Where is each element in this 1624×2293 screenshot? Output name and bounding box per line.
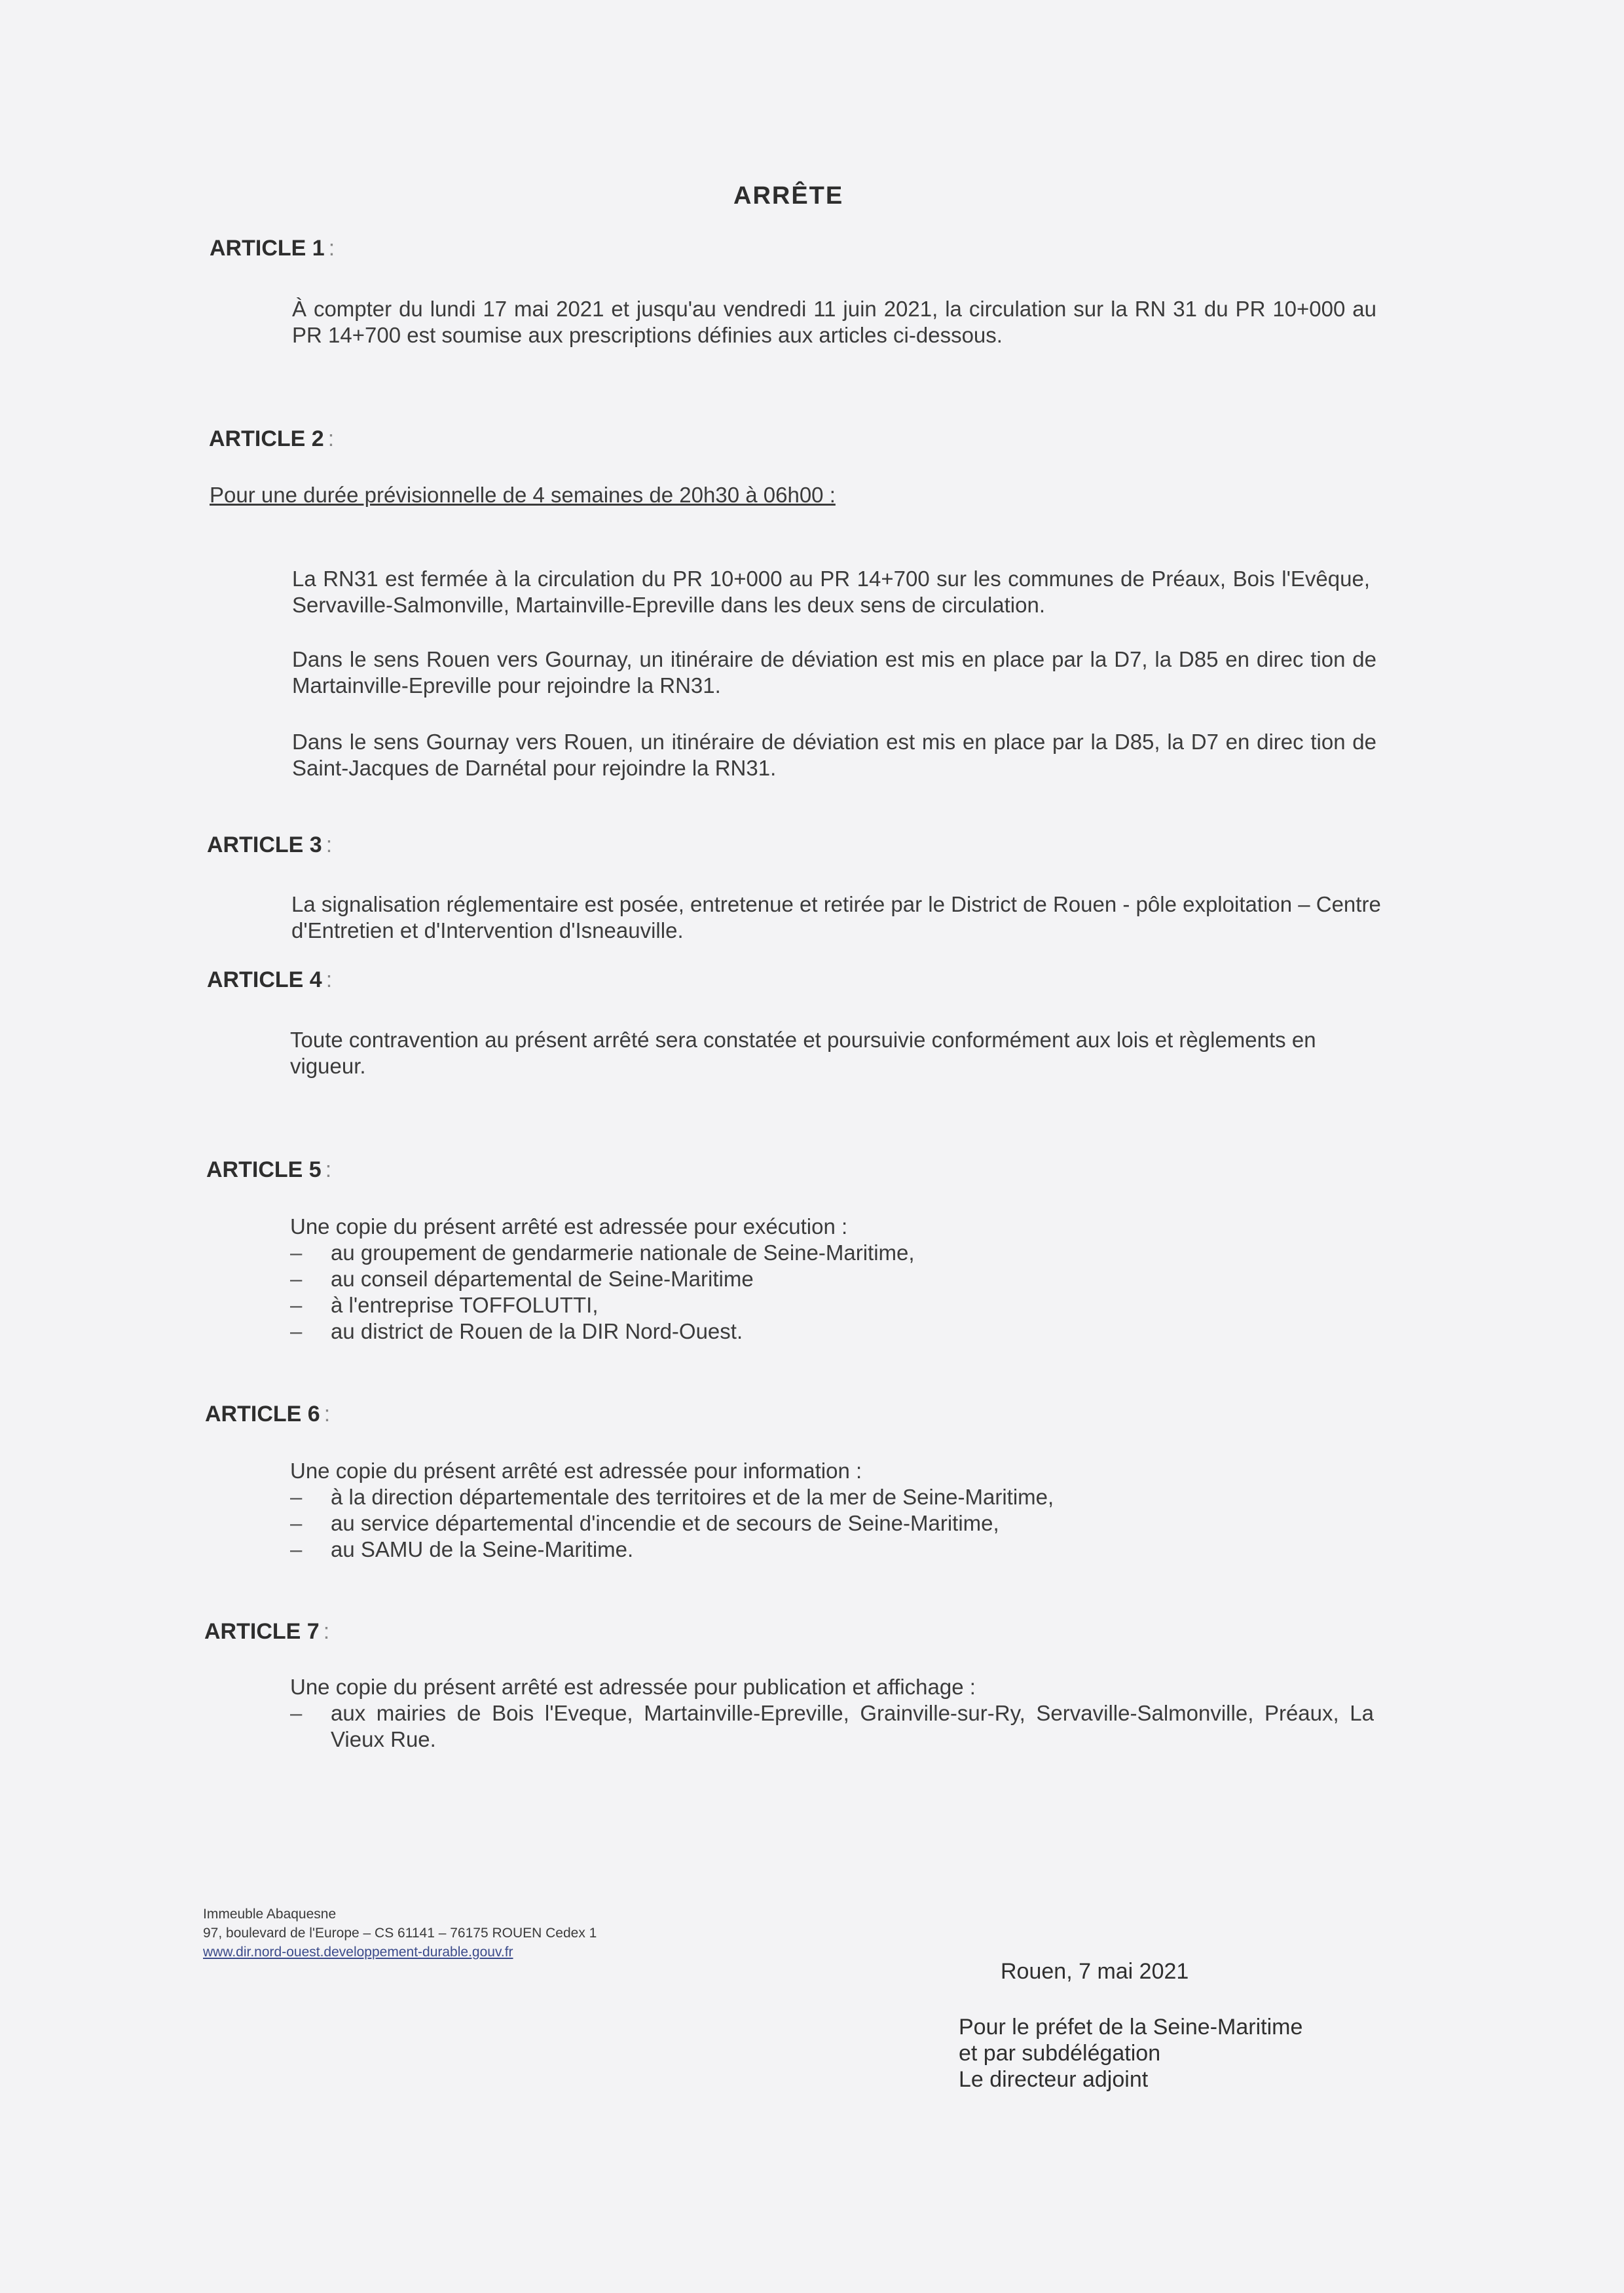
footer-address-block <box>203 1905 597 1962</box>
article-2-paragraph-2: Dans le sens Rouen vers Gournay, un itinéraire de déviation est mis en place par la D7, la D85 en direc tion de Martainville-Epreville pour rejoindre la RN31. <box>292 647 1376 698</box>
article-1-heading-text: ARTICLE 1 <box>210 236 325 261</box>
article-3-text: La signalisation réglementaire est posée, entretenue et retirée par le District de Rouen - pôle exploitation – Centre d'Entretien et d'Intervention d'Isneauville. <box>291 892 1381 942</box>
footer-website-link[interactable]: www.dir.nord-ouest.developpement-durable.gouv.fr <box>203 1945 513 1960</box>
article-1-colon: : <box>328 236 335 261</box>
article-6-intro: Une copie du présent arrêté est adressée pour information : <box>290 1459 862 1483</box>
signature-line-2: et par subdélégation <box>959 2041 1161 2066</box>
article-3-colon: : <box>325 832 333 857</box>
article-5-colon: : <box>325 1157 332 1182</box>
article-6-body <box>290 1458 1403 1563</box>
list-item: – au SAMU de la Seine-Maritime. <box>290 1537 1403 1563</box>
document-title: ARRÊTE <box>733 182 844 210</box>
signature-line-1: Pour le préfet de la Seine-Maritime <box>959 2015 1303 2040</box>
article-6-list <box>290 1484 1403 1563</box>
article-6-heading-text: ARTICLE 6 <box>205 1402 320 1426</box>
signature-place-date: Rouen, 7 mai 2021 <box>1001 1959 1189 1984</box>
article-5-heading-text: ARTICLE 5 <box>206 1157 322 1182</box>
article-2-subheading: Pour une durée prévisionnelle de 4 semaines de 20h30 à 06h00 : <box>210 483 836 507</box>
article-1-text: À compter du lundi 17 mai 2021 et jusqu'au vendredi 11 juin 2021, la circulation sur la RN 31 du PR 10+000 au PR 14+700 est soumise aux prescriptions définies aux articles ci-dessous. <box>292 297 1376 347</box>
article-4-heading <box>207 967 332 993</box>
list-item: – au district de Rouen de la DIR Nord-Ouest. <box>290 1318 1390 1345</box>
article-3-heading-text: ARTICLE 3 <box>207 832 322 857</box>
article-6-colon: : <box>323 1402 331 1426</box>
article-6-heading <box>205 1402 330 1427</box>
article-5-heading <box>206 1157 331 1183</box>
signature-block <box>959 2014 1302 2093</box>
article-7-list <box>290 1700 1374 1753</box>
article-1-heading <box>210 236 335 261</box>
article-4-heading-text: ARTICLE 4 <box>207 967 322 992</box>
article-3-heading <box>207 832 332 858</box>
list-item: – au service départemental d'incendie et de secours de Seine-Maritime, <box>290 1510 1403 1537</box>
article-7-heading <box>204 1619 329 1645</box>
footer-address: 97, boulevard de l'Europe – CS 61141 – 76175 ROUEN Cedex 1 <box>203 1926 597 1941</box>
article-4-colon: : <box>325 967 333 992</box>
article-2-colon: : <box>327 426 335 451</box>
article-2-heading-text: ARTICLE 2 <box>209 426 324 451</box>
article-2-paragraph-3: Dans le sens Gournay vers Rouen, un itinéraire de déviation est mis en place par la D85, la D7 en direc tion de Saint-Jacques de Darnétal pour rejoindre la RN31. <box>292 730 1376 780</box>
signature-line-3: Le directeur adjoint <box>959 2067 1149 2092</box>
article-5-intro: Une copie du présent arrêté est adressée pour exécution : <box>290 1214 848 1239</box>
article-7-heading-text: ARTICLE 7 <box>204 1619 320 1644</box>
footer-building: Immeuble Abaquesne <box>203 1907 337 1922</box>
article-2-paragraph-1: La RN31 est fermée à la circulation du PR 10+000 au PR 14+700 sur les communes de Préaux, Bois l'Evêque, Servaville-Salmonville, Martainville-Epreville dans les deux sens de circulation. <box>292 567 1370 617</box>
article-5-body <box>290 1214 1390 1345</box>
list-item: – à l'entreprise TOFFOLUTTI, <box>290 1292 1390 1318</box>
article-7-intro: Une copie du présent arrêté est adressée pour publication et affichage : <box>290 1675 976 1699</box>
article-7-body <box>290 1674 1374 1753</box>
list-item: – aux mairies de Bois l'Eveque, Martainville-Epreville, Grainville-sur-Ry, Servaville-Salmonville, Préaux, La Vieux Rue. <box>290 1700 1374 1753</box>
list-item: – à la direction départementale des territoires et de la mer de Seine-Maritime, <box>290 1484 1403 1510</box>
list-item: – au conseil départemental de Seine-Maritime <box>290 1266 1390 1292</box>
article-4-text: Toute contravention au présent arrêté sera constatée et poursuivie conformément aux lois et règlements en vigueur. <box>290 1028 1316 1078</box>
list-item: – au groupement de gendarmerie nationale de Seine-Maritime, <box>290 1240 1390 1266</box>
article-2-heading <box>209 426 334 452</box>
article-5-list <box>290 1240 1390 1345</box>
article-7-colon: : <box>323 1619 330 1644</box>
